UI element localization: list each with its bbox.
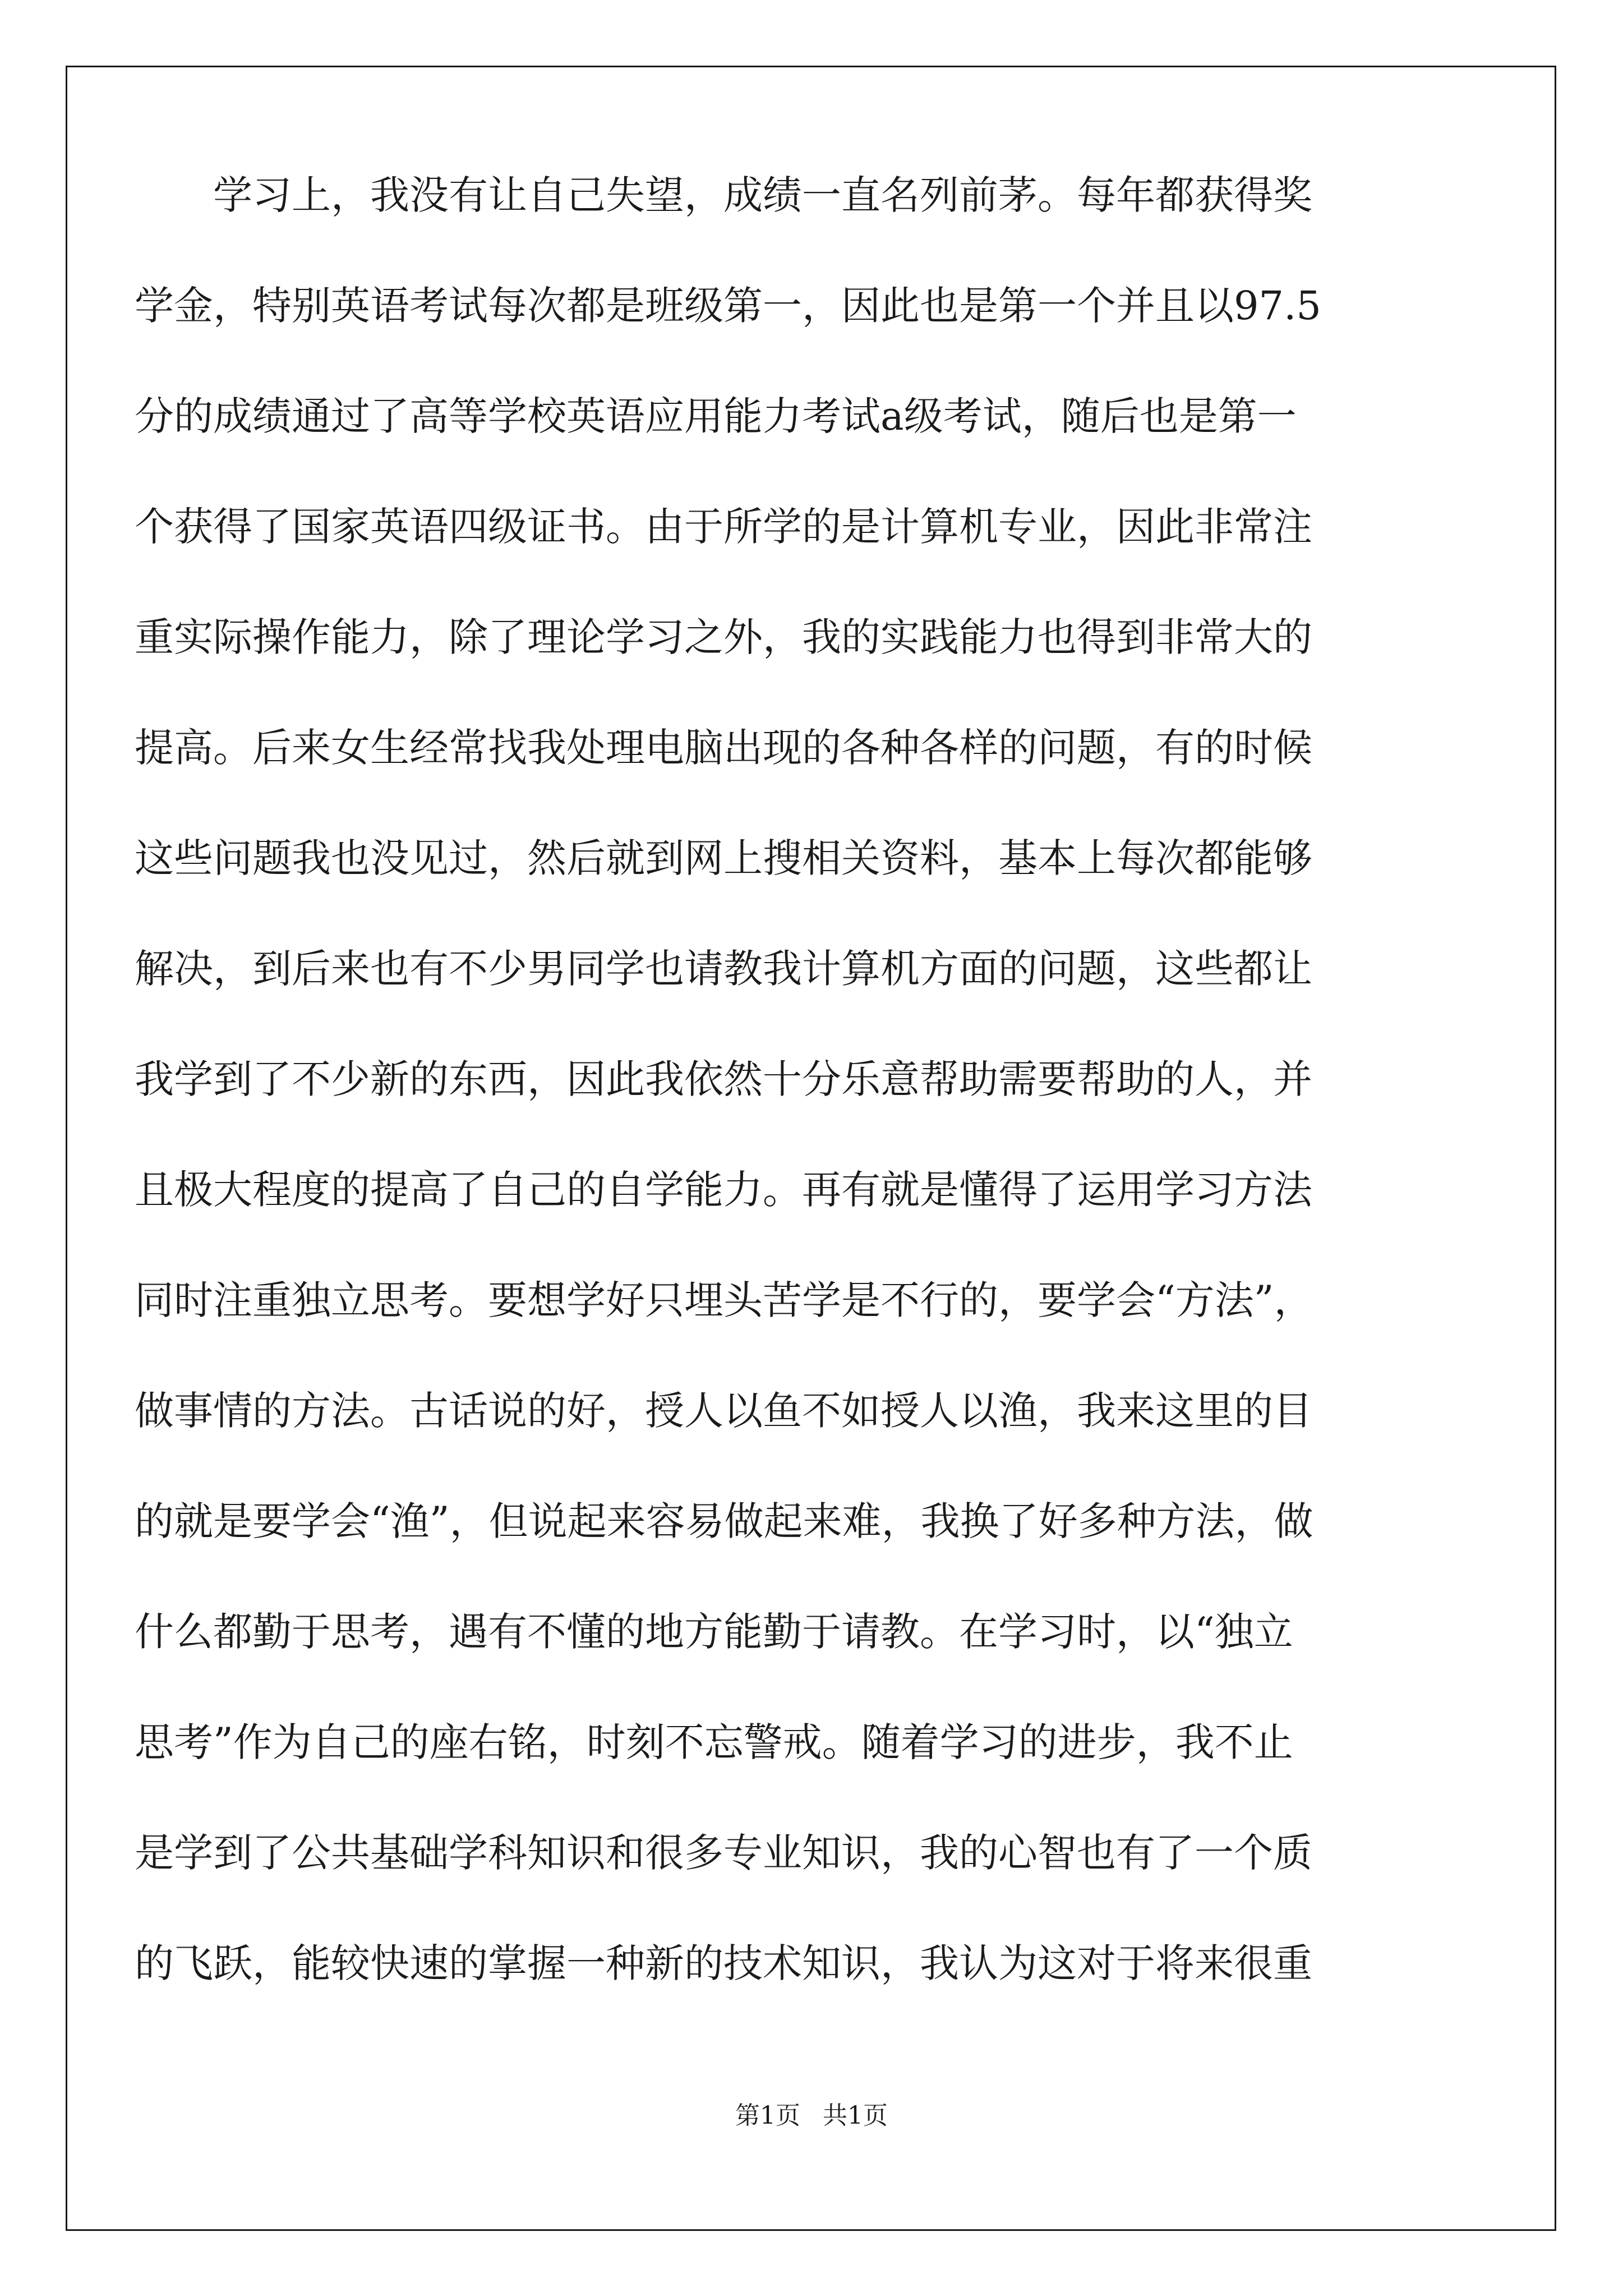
page-footer: [0, 2099, 1623, 2133]
text-line: 的飞跃，能较快速的掌握一种新的技术知识，我认为这对于将来很重: [135, 1940, 1312, 1986]
document-body: [135, 140, 1444, 2019]
text-line: 我学到了不少新的东西，因此我依然十分乐意帮助需要帮助的人，并: [135, 1056, 1312, 1102]
text-line: 的就是要学会“渔”，但说起来容易做起来难，我换了好多种方法，做: [135, 1498, 1313, 1544]
text-line: 做事情的方法。古话说的好，授人以鱼不如授人以渔，我来这里的目: [135, 1388, 1312, 1434]
text-line: 分的成绩通过了高等学校英语应用能力考试a级考试，随后也是第一: [135, 393, 1297, 439]
text-line: 这些问题我也没见过，然后就到网上搜相关资料，基本上每次都能够: [135, 835, 1312, 881]
text-line: 个获得了国家英语四级证书。由于所学的是计算机专业，因此非常注: [135, 504, 1312, 550]
text-line: 思考”作为自己的座右铭，时刻不忘警戒。随着学习的进步，我不止: [135, 1719, 1293, 1765]
text-line: 学金，特别英语考试每次都是班级第一，因此也是第一个并且以97.5: [135, 283, 1321, 329]
text-line: 提高。后来女生经常找我处理电脑出现的各种各样的问题，有的时候: [135, 725, 1312, 771]
text-line: 且极大程度的提高了自己的自学能力。再有就是懂得了运用学习方法: [135, 1167, 1312, 1213]
page-total: 共1页: [823, 2101, 888, 2130]
text-line: 什么都勤于思考，遇有不懂的地方能勤于请教。在学习时，以“独立: [135, 1609, 1293, 1655]
text-line: 解决，到后来也有不少男同学也请教我计算机方面的问题，这些都让: [135, 946, 1312, 992]
text-line: 重实际操作能力，除了理论学习之外，我的实践能力也得到非常大的: [135, 614, 1312, 660]
text-line: 是学到了公共基础学科知识和很多专业知识，我的心智也有了一个质: [135, 1830, 1312, 1876]
text-line: 学习上，我没有让自己失望，成绩一直名列前茅。每年都获得奖: [213, 172, 1312, 218]
text-line: 同时注重独立思考。要想学好只埋头苦学是不行的，要学会“方法”，: [135, 1277, 1313, 1323]
page-number: 第1页: [735, 2101, 800, 2130]
